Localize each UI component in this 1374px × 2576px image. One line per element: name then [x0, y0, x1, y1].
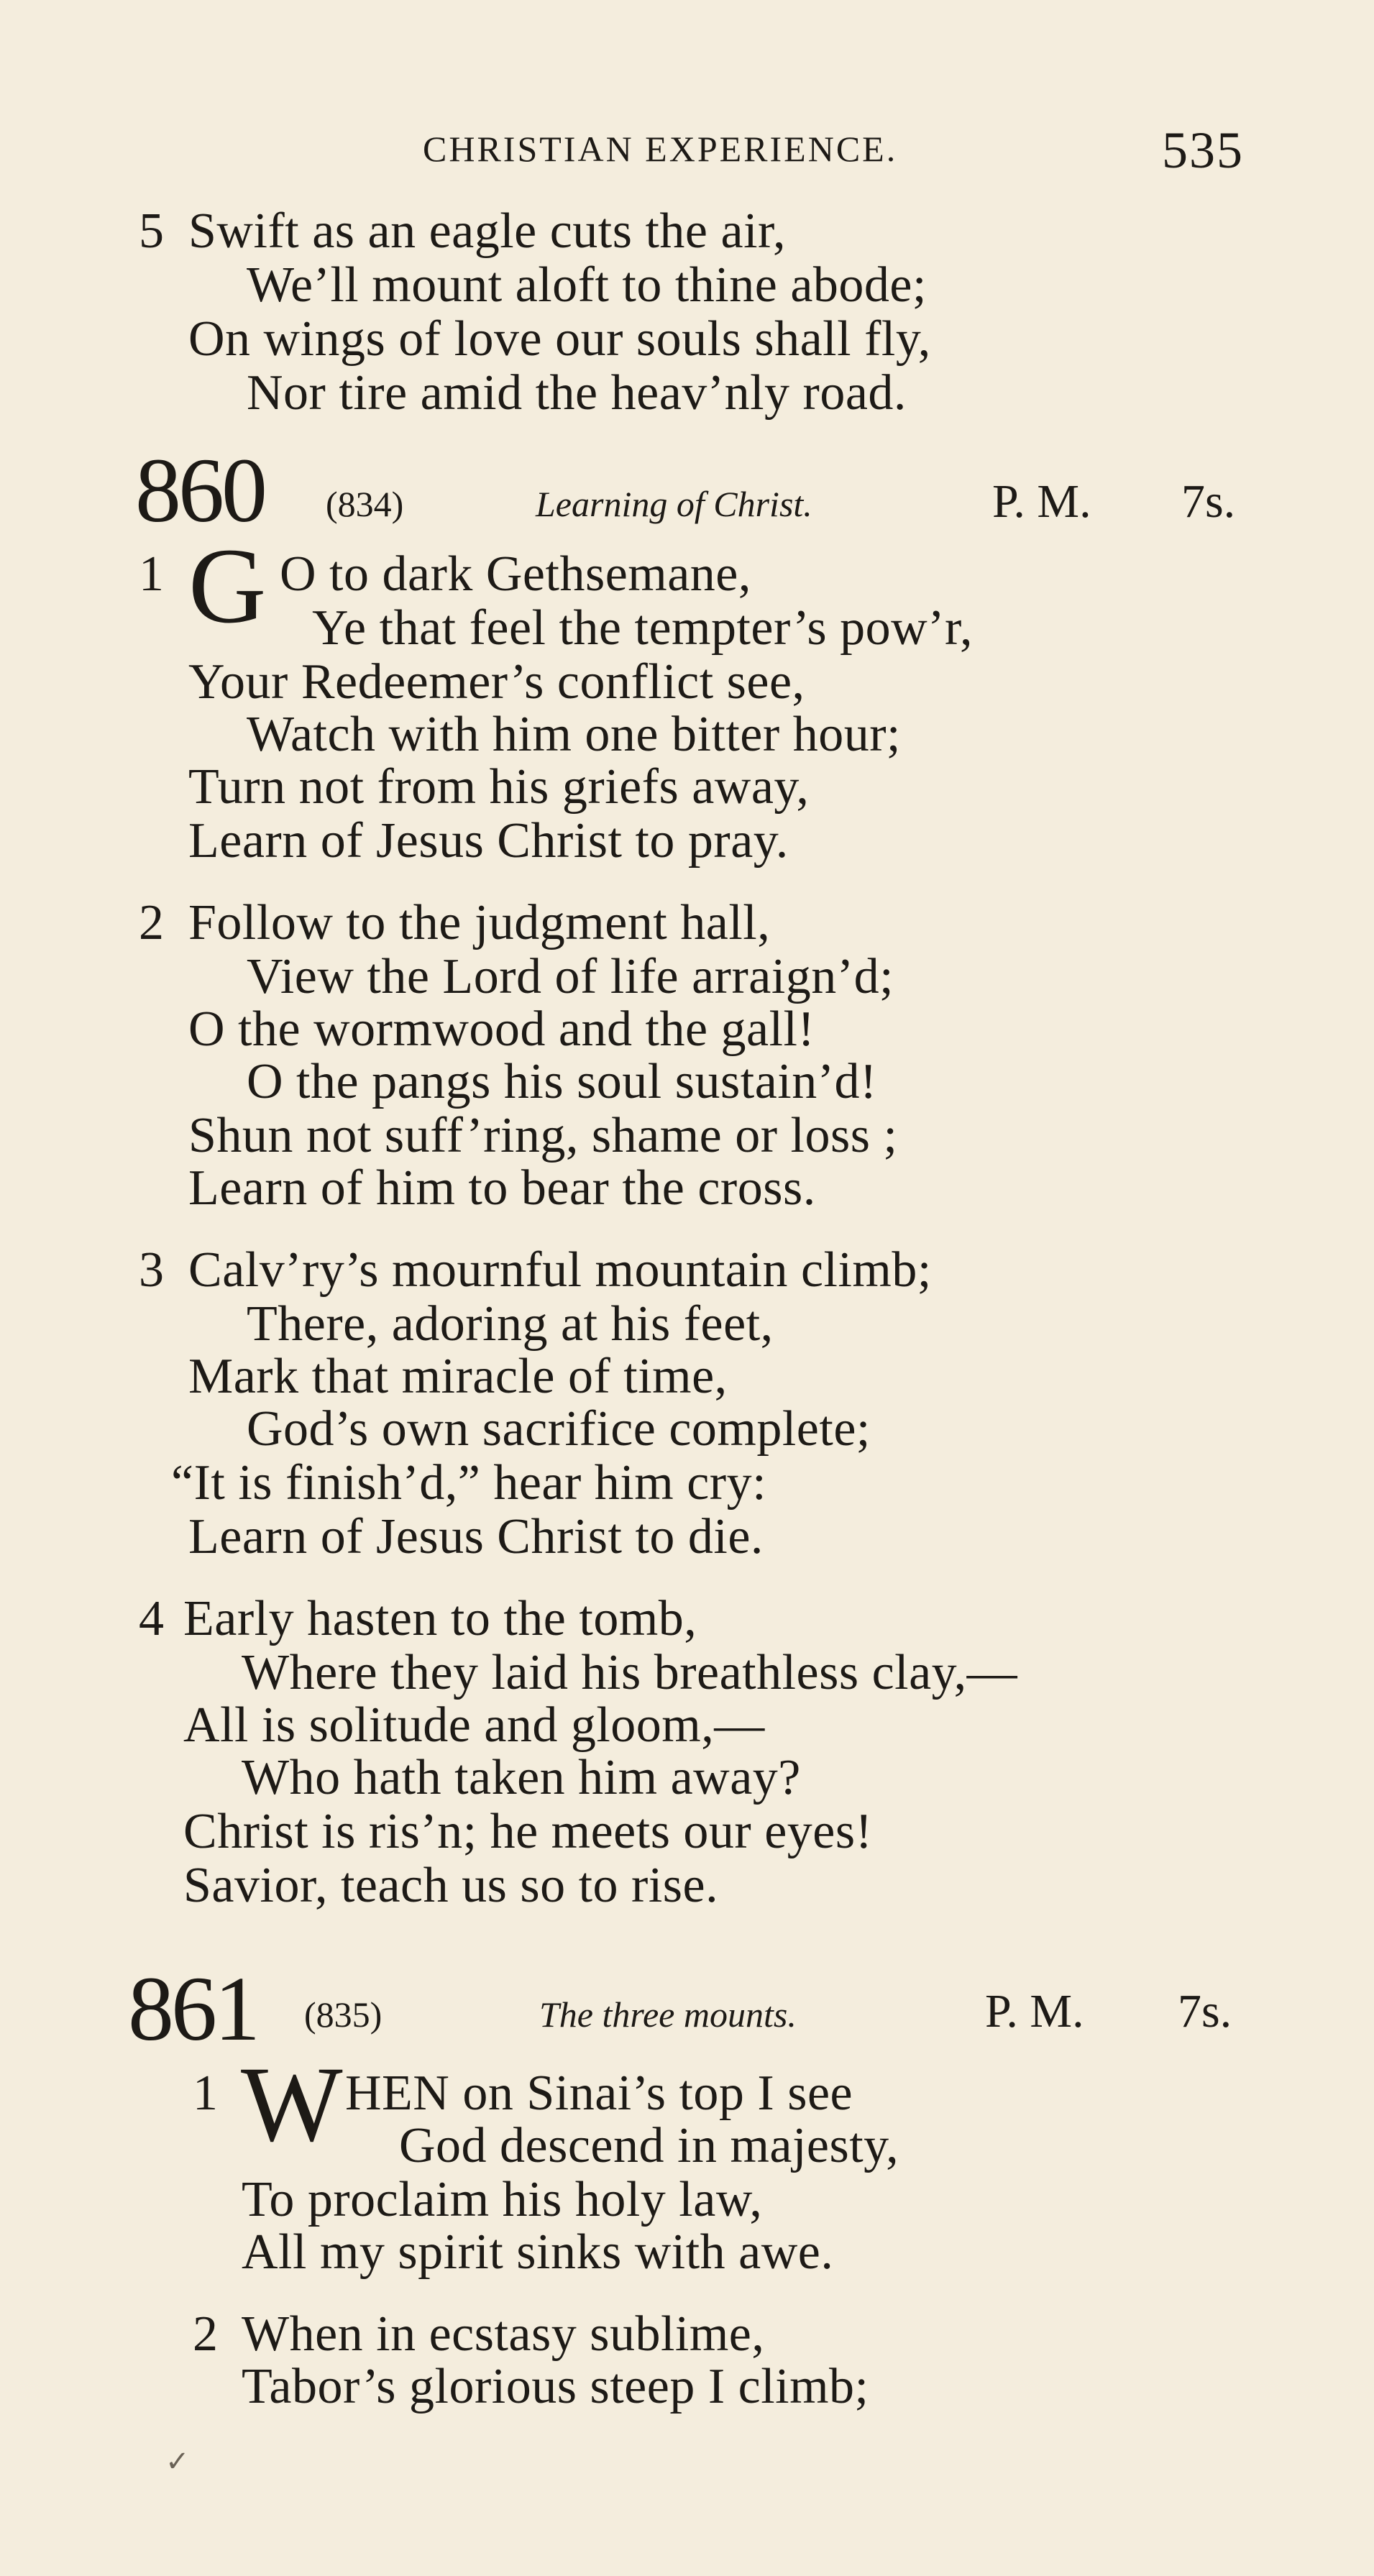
verse-line: Early hasten to the tomb,: [183, 1591, 697, 1646]
verse-line: Your Redeemer’s conflict see,: [188, 654, 805, 710]
verse-line: Savior, teach us so to rise.: [183, 1858, 719, 1913]
verse-line: HEN on Sinai’s top I see: [345, 2066, 853, 2121]
verse-line: Follow to the judgment hall,: [188, 895, 771, 950]
verse-line: Turn not from his griefs away,: [188, 759, 810, 815]
verse-line: O the pangs his soul sustain’d!: [247, 1054, 877, 1109]
verse-line: Watch with him one bitter hour;: [247, 707, 901, 762]
page-number: 535: [1162, 122, 1244, 179]
verse-line: All is solitude and gloom,—: [183, 1697, 765, 1753]
verse-line: Swift as an eagle cuts the air,: [188, 203, 787, 259]
verse-line: Learn of Jesus Christ to pray.: [188, 813, 789, 868]
drop-cap: G: [188, 526, 267, 646]
hymn-title: Learning of Christ.: [536, 484, 812, 524]
verse-line: Nor tire amid the heav’nly road.: [247, 365, 907, 421]
running-title: CHRISTIAN EXPERIENCE.: [423, 129, 898, 169]
meter-7s: 7s.: [1181, 475, 1236, 528]
verse-line: God’s own sacrifice complete;: [247, 1401, 871, 1457]
meter-7s: 7s.: [1178, 1985, 1232, 2038]
verse-line: All my spirit sinks with awe.: [242, 2224, 834, 2280]
verse-line: There, adoring at his feet,: [247, 1296, 774, 1352]
old-hymn-number: (834): [326, 484, 404, 524]
verse-line: On wings of love our souls shall fly,: [188, 311, 931, 367]
stanza-number: 3: [139, 1242, 165, 1298]
verse-line: Christ is ris’n; he meets our eyes!: [183, 1804, 873, 1859]
verse-line: We’ll mount aloft to thine abode;: [247, 257, 927, 313]
stanza-number: 2: [193, 2306, 219, 2362]
stanza-number: 1: [139, 546, 165, 602]
verse-line: “It is finish’d,” hear him cry:: [171, 1455, 767, 1511]
verse-line: Learn of Jesus Christ to die.: [188, 1509, 764, 1564]
drop-cap: W: [241, 2045, 343, 2164]
verse-line: Who hath taken him away?: [242, 1750, 801, 1805]
verse-line: O the wormwood and the gall!: [188, 1001, 815, 1057]
stanza-number: 1: [193, 2066, 219, 2121]
stanza-number: 5: [139, 203, 165, 259]
verse-line: Learn of him to bear the cross.: [188, 1160, 816, 1216]
verse-line: Calv’ry’s mournful mountain climb;: [188, 1242, 932, 1298]
stanza-number: 4: [139, 1591, 165, 1646]
meter-pm: P. M.: [992, 475, 1091, 528]
hymn-number: 860: [135, 439, 265, 541]
pencil-mark: ✓: [165, 2445, 190, 2478]
verse-line: Ye that feel the tempter’s pow’r,: [312, 600, 973, 656]
verse-line: To proclaim his holy law,: [242, 2172, 763, 2227]
verse-line: O to dark Gethsemane,: [280, 546, 751, 602]
stanza-number: 2: [139, 895, 165, 950]
verse-line: When in ecstasy sublime,: [242, 2306, 765, 2362]
verse-line: Shun not suff’ring, shame or loss ;: [188, 1108, 898, 1163]
verse-line: God descend in majesty,: [399, 2118, 899, 2173]
verse-line: Mark that miracle of time,: [188, 1349, 728, 1404]
verse-line: View the Lord of life arraign’d;: [247, 949, 894, 1004]
old-hymn-number: (835): [304, 1994, 383, 2035]
meter-pm: P. M.: [985, 1985, 1084, 2038]
verse-line: Where they laid his breathless clay,—: [242, 1645, 1018, 1700]
verse-line: Tabor’s glorious steep I climb;: [242, 2359, 869, 2414]
hymn-number: 861: [128, 1958, 257, 2060]
hymn-title: The three mounts.: [539, 1994, 797, 2035]
